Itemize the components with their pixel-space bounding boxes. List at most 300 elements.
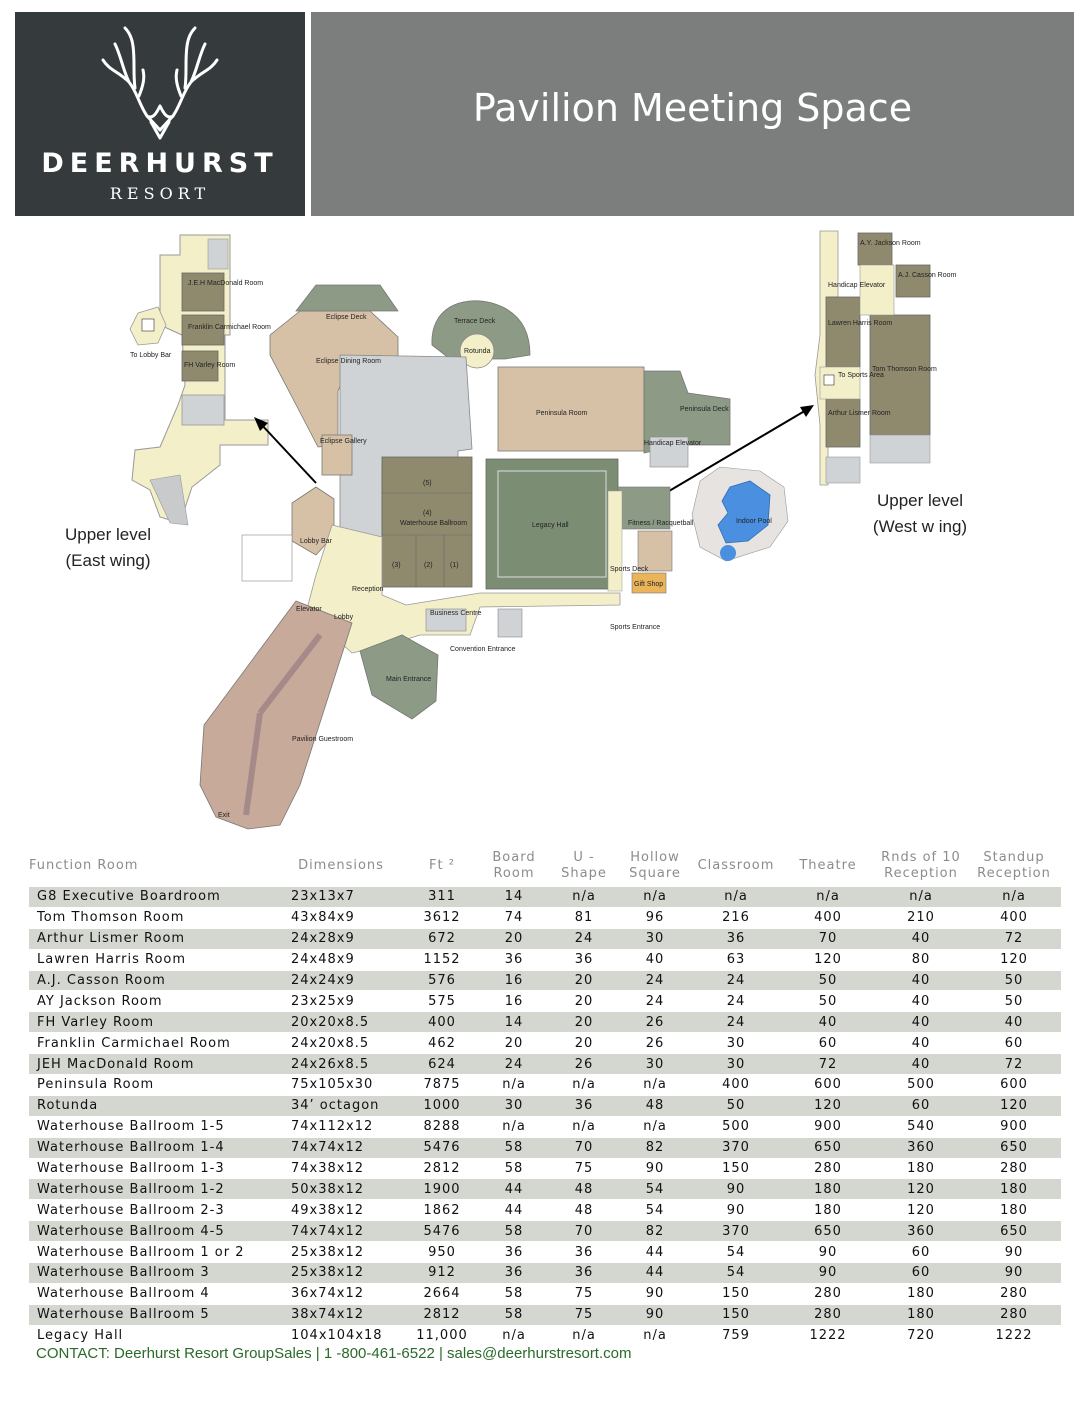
room-name-cell: Legacy Hall <box>29 1325 277 1345</box>
table-cell: 900 <box>781 1116 875 1137</box>
table-cell: 25x38x12 <box>277 1242 405 1263</box>
table-cell: 20 <box>549 991 619 1012</box>
table-row <box>29 1179 1061 1200</box>
table-cell: 40 <box>875 1033 967 1054</box>
table-row <box>29 1283 1061 1304</box>
table-cell: 30 <box>691 1033 781 1054</box>
table-cell: 58 <box>479 1304 549 1325</box>
table-cell: 280 <box>781 1158 875 1179</box>
map-label-tom-thomson: Tom Thomson Room <box>872 366 937 373</box>
table-row <box>29 1325 1061 1345</box>
table-row <box>29 1200 1061 1221</box>
table-cell: 20 <box>549 1033 619 1054</box>
table-row <box>29 970 1061 991</box>
table-cell: 36 <box>479 1242 549 1263</box>
map-label-to-lobby-bar: To Lobby Bar <box>130 352 172 359</box>
peninsula-room-shape <box>498 367 644 451</box>
table-cell: 90 <box>691 1200 781 1221</box>
map-label-aj-casson: A.J. Casson Room <box>898 272 957 279</box>
table-cell: 370 <box>691 1137 781 1158</box>
room-name-cell: Tom Thomson Room <box>29 907 277 928</box>
table-cell: 912 <box>405 1263 479 1284</box>
west-wing-callout-line2: (West w ing) <box>872 517 968 536</box>
table-cell: 96 <box>619 907 691 928</box>
map-label-to-sports: To Sports Area <box>838 372 884 379</box>
table-cell: 120 <box>875 1200 967 1221</box>
table-cell: 75x105x30 <box>277 1075 405 1096</box>
map-label-peninsula-deck: Peninsula Deck <box>680 406 729 413</box>
table-cell: 20x20x8.5 <box>277 1012 405 1033</box>
header-u-shape: U - Shape <box>561 850 607 881</box>
room-name-cell: Waterhouse Ballroom 3 <box>29 1263 277 1284</box>
table-cell: 16 <box>479 991 549 1012</box>
map-label-wb5: (5) <box>423 480 432 487</box>
map-label-wb1: (1) <box>450 562 459 569</box>
table-cell: 58 <box>479 1283 549 1304</box>
table-cell: n/a <box>549 1325 619 1345</box>
table-cell: 60 <box>875 1095 967 1116</box>
west-wing-callout-line1: Upper level <box>877 491 963 510</box>
map-label-arthur: Arthur Lismer Room <box>828 410 891 417</box>
table-cell: 280 <box>781 1304 875 1325</box>
table-cell: 54 <box>691 1263 781 1284</box>
room-name-cell: FH Varley Room <box>29 1012 277 1033</box>
table-cell: n/a <box>549 1075 619 1096</box>
table-cell: 70 <box>549 1137 619 1158</box>
table-cell: 400 <box>781 907 875 928</box>
function-room-table <box>29 846 1061 1346</box>
jeh-macdonald-room-shape <box>182 273 224 311</box>
table-cell: 36x74x12 <box>277 1283 405 1304</box>
table-cell: n/a <box>619 887 691 908</box>
table-cell: 36 <box>691 928 781 949</box>
table-row <box>29 1116 1061 1137</box>
map-label-eclipse-gallery: Eclipse Gallery <box>320 438 367 445</box>
map-label-ay-jackson: A.Y. Jackson Room <box>860 240 921 247</box>
table-cell: 759 <box>691 1325 781 1345</box>
header-theatre: Theatre <box>799 858 857 873</box>
deer-antlers-icon <box>99 26 221 146</box>
table-cell: 500 <box>691 1116 781 1137</box>
table-cell: 11,000 <box>405 1325 479 1345</box>
table-cell: 75 <box>549 1304 619 1325</box>
table-cell: 36 <box>549 1095 619 1116</box>
table-cell: n/a <box>967 887 1061 908</box>
table-cell: 54 <box>619 1200 691 1221</box>
table-cell: 60 <box>781 1033 875 1054</box>
table-cell: 54 <box>619 1179 691 1200</box>
map-label-handicap-elevator: Handicap Elevator <box>644 440 702 447</box>
table-cell: 24x20x8.5 <box>277 1033 405 1054</box>
map-label-peninsula-room: Peninsula Room <box>536 410 588 417</box>
map-label-eclipse-dining: Eclipse Dining Room <box>316 358 381 365</box>
map-label-business-centre: Business Centre <box>430 610 482 617</box>
stairs-icon <box>142 319 154 331</box>
aj-casson-room-shape <box>896 265 930 297</box>
table-cell: 74x112x12 <box>277 1116 405 1137</box>
table-cell: 462 <box>405 1033 479 1054</box>
table-cell: 16 <box>479 970 549 991</box>
table-cell: 24 <box>549 928 619 949</box>
table-cell: 120 <box>967 949 1061 970</box>
room-name-cell: Rotunda <box>29 1095 277 1116</box>
table-cell: 90 <box>781 1242 875 1263</box>
table-cell: 120 <box>967 1095 1061 1116</box>
table-cell: 14 <box>479 887 549 908</box>
table-cell: 26 <box>619 1033 691 1054</box>
table-cell: 180 <box>781 1179 875 1200</box>
map-label-terrace-deck: Terrace Deck <box>454 318 496 325</box>
table-cell: 1000 <box>405 1095 479 1116</box>
table-cell: 26 <box>619 1012 691 1033</box>
map-label-wb4: (4) <box>423 510 432 517</box>
table-cell: 50 <box>967 991 1061 1012</box>
west-wing-callout <box>862 488 978 540</box>
table-cell: 23x13x7 <box>277 887 405 908</box>
header-rnds: Rnds of 10 Reception <box>881 850 961 881</box>
page-title: Pavilion Meeting Space <box>472 86 913 130</box>
table-cell: 120 <box>781 949 875 970</box>
map-label-franklin: Franklin Carmichael Room <box>188 324 271 331</box>
room-name-cell: Arthur Lismer Room <box>29 928 277 949</box>
table-cell: 24 <box>691 991 781 1012</box>
table-cell: 44 <box>619 1263 691 1284</box>
table-cell: 216 <box>691 907 781 928</box>
table-cell: 20 <box>479 1033 549 1054</box>
header-ft2: Ft ² <box>429 858 455 873</box>
table-row <box>29 991 1061 1012</box>
table-cell: 90 <box>619 1158 691 1179</box>
table-cell: 24 <box>619 970 691 991</box>
table-row <box>29 1012 1061 1033</box>
map-label-fh-varley: FH Varley Room <box>184 362 236 369</box>
table-cell: 24 <box>691 1012 781 1033</box>
map-label-main-entrance: Main Entrance <box>386 676 432 683</box>
map-label-legacy-hall: Legacy Hall <box>532 522 569 529</box>
map-label-gift-shop: Gift Shop <box>634 581 664 588</box>
table-cell: 24x26x8.5 <box>277 1054 405 1075</box>
table-cell: 24x28x9 <box>277 928 405 949</box>
map-label-wb3: (3) <box>392 562 401 569</box>
table-cell: 650 <box>967 1221 1061 1242</box>
table-cell: 82 <box>619 1221 691 1242</box>
table-row <box>29 1137 1061 1158</box>
table-row <box>29 887 1061 908</box>
table-cell: 90 <box>691 1179 781 1200</box>
table-body <box>29 887 1061 1346</box>
table-row <box>29 1158 1061 1179</box>
room-name-cell: AY Jackson Room <box>29 991 277 1012</box>
table-cell: n/a <box>781 887 875 908</box>
table-cell: 1222 <box>781 1325 875 1345</box>
table-cell: 2664 <box>405 1283 479 1304</box>
table-cell: 54 <box>691 1242 781 1263</box>
table-cell: 30 <box>619 1054 691 1075</box>
table-cell: 44 <box>619 1242 691 1263</box>
table-cell: 360 <box>875 1137 967 1158</box>
table-cell: 24 <box>479 1054 549 1075</box>
room-name-cell: Waterhouse Ballroom 4-5 <box>29 1221 277 1242</box>
table-cell: 40 <box>781 1012 875 1033</box>
table-row <box>29 1054 1061 1075</box>
table-row <box>29 907 1061 928</box>
brand-name: DEERHURST <box>41 148 279 179</box>
table-row <box>29 1304 1061 1325</box>
table-cell: 1152 <box>405 949 479 970</box>
table-cell: 75 <box>549 1158 619 1179</box>
table-row <box>29 1263 1061 1284</box>
table-cell: 60 <box>967 1033 1061 1054</box>
table-cell: 43x84x9 <box>277 907 405 928</box>
room-name-cell: Peninsula Room <box>29 1075 277 1096</box>
table-cell: n/a <box>619 1325 691 1345</box>
table-cell: n/a <box>619 1116 691 1137</box>
table-cell: 58 <box>479 1221 549 1242</box>
table-cell: 72 <box>781 1054 875 1075</box>
table-cell: 90 <box>619 1283 691 1304</box>
table-row <box>29 1221 1061 1242</box>
table-cell: 20 <box>479 928 549 949</box>
table-cell: 81 <box>549 907 619 928</box>
room-name-cell: Franklin Carmichael Room <box>29 1033 277 1054</box>
header-classroom: Classroom <box>697 858 775 873</box>
table-cell: 370 <box>691 1221 781 1242</box>
header-board-room: Board Room <box>492 850 536 881</box>
room-name-cell: Waterhouse Ballroom 1-5 <box>29 1116 277 1137</box>
map-label-convention-entrance: Convention Entrance <box>450 646 516 653</box>
table-cell: 210 <box>875 907 967 928</box>
table-cell: 624 <box>405 1054 479 1075</box>
table-cell: 1222 <box>967 1325 1061 1345</box>
table-cell: 30 <box>619 928 691 949</box>
table-cell: 90 <box>781 1263 875 1284</box>
table-cell: 49x38x12 <box>277 1200 405 1221</box>
table-cell: 48 <box>619 1095 691 1116</box>
table-cell: 90 <box>619 1304 691 1325</box>
table-cell: 90 <box>967 1263 1061 1284</box>
table-cell: 950 <box>405 1242 479 1263</box>
table-cell: 63 <box>691 949 781 970</box>
table-row <box>29 1242 1061 1263</box>
table-cell: 74 <box>479 907 549 928</box>
table-cell: 40 <box>875 970 967 991</box>
table-cell: 400 <box>405 1012 479 1033</box>
table-cell: 900 <box>967 1116 1061 1137</box>
west-wing-plan <box>815 231 957 485</box>
table-cell: 34’ octagon <box>277 1095 405 1116</box>
table-row <box>29 1075 1061 1096</box>
table-cell: 40 <box>875 1054 967 1075</box>
map-label-waterhouse: Waterhouse Ballroom <box>400 520 468 527</box>
table-cell: 44 <box>479 1200 549 1221</box>
table-cell: 70 <box>781 928 875 949</box>
stairs-icon <box>824 375 834 385</box>
room-name-cell: Waterhouse Ballroom 4 <box>29 1283 277 1304</box>
table-cell: 120 <box>781 1095 875 1116</box>
table-cell: 24x48x9 <box>277 949 405 970</box>
table-row <box>29 1033 1061 1054</box>
table-row <box>29 1095 1061 1116</box>
table-cell: 26 <box>549 1054 619 1075</box>
map-label-rotunda: Rotunda <box>464 348 491 355</box>
table-cell: 280 <box>967 1304 1061 1325</box>
table-cell: n/a <box>479 1325 549 1345</box>
room-name-cell: Waterhouse Ballroom 5 <box>29 1304 277 1325</box>
table-cell: 180 <box>875 1283 967 1304</box>
room-name-cell: Waterhouse Ballroom 2-3 <box>29 1200 277 1221</box>
room-name-cell: Waterhouse Ballroom 1-2 <box>29 1179 277 1200</box>
table-cell: 90 <box>967 1242 1061 1263</box>
brand-logo-panel <box>15 12 305 216</box>
room-name-cell: Waterhouse Ballroom 1-3 <box>29 1158 277 1179</box>
east-wing-arrow <box>260 423 316 483</box>
header-dimensions: Dimensions <box>298 858 384 873</box>
table-cell: 7875 <box>405 1075 479 1096</box>
table-cell: 24 <box>691 970 781 991</box>
table-cell: 70 <box>549 1221 619 1242</box>
table-cell: 600 <box>967 1075 1061 1096</box>
table-cell: 5476 <box>405 1221 479 1242</box>
table-cell: 44 <box>479 1179 549 1200</box>
table-cell: 650 <box>781 1221 875 1242</box>
table-cell: 1900 <box>405 1179 479 1200</box>
table-cell: 50 <box>967 970 1061 991</box>
table-cell: 60 <box>875 1263 967 1284</box>
header-standup: Standup Reception <box>977 850 1051 881</box>
map-label-lawren: Lawren Harris Room <box>828 320 893 327</box>
room-name-cell: Waterhouse Ballroom 1-4 <box>29 1137 277 1158</box>
table-cell: 50x38x12 <box>277 1179 405 1200</box>
table-cell: 575 <box>405 991 479 1012</box>
eclipse-deck-shape <box>296 285 398 311</box>
table-cell: 36 <box>479 1263 549 1284</box>
floor-plan-map <box>120 225 957 835</box>
main-building-plan <box>200 285 788 829</box>
table-cell: 50 <box>781 970 875 991</box>
table-cell: 400 <box>967 907 1061 928</box>
table-cell: 24 <box>619 991 691 1012</box>
table-cell: 30 <box>479 1095 549 1116</box>
east-wing-callout-line1: Upper level <box>65 525 151 544</box>
map-label-jeh: J.E.H MacDonald Room <box>188 280 264 287</box>
table-cell: 20 <box>549 970 619 991</box>
room-name-cell: A.J. Casson Room <box>29 970 277 991</box>
table-cell: 180 <box>875 1158 967 1179</box>
map-label-wb2: (2) <box>424 562 433 569</box>
table-cell: 74x74x12 <box>277 1137 405 1158</box>
title-band <box>311 12 1074 216</box>
map-label-handicap-elevator-w: Handicap Elevator <box>828 282 886 289</box>
table-cell: 72 <box>967 1054 1061 1075</box>
table-cell: 48 <box>549 1179 619 1200</box>
pavilion-guestroom-shape <box>200 601 352 829</box>
table-cell: 150 <box>691 1304 781 1325</box>
room-name-cell: Waterhouse Ballroom 1 or 2 <box>29 1242 277 1263</box>
table-cell: 104x104x18 <box>277 1325 405 1345</box>
table-cell: n/a <box>875 887 967 908</box>
table-cell: 2812 <box>405 1158 479 1179</box>
table-cell: 58 <box>479 1137 549 1158</box>
table-row <box>29 949 1061 970</box>
table-cell: 58 <box>479 1158 549 1179</box>
table-header-row <box>29 846 1061 887</box>
table-cell: 311 <box>405 887 479 908</box>
table-cell: 40 <box>875 928 967 949</box>
table-cell: 25x38x12 <box>277 1263 405 1284</box>
east-wing-callout <box>52 522 164 574</box>
table-cell: 150 <box>691 1158 781 1179</box>
table-cell: n/a <box>619 1075 691 1096</box>
table-cell: 120 <box>875 1179 967 1200</box>
room-name-cell: G8 Executive Boardroom <box>29 887 277 908</box>
table-cell: n/a <box>549 887 619 908</box>
map-label-pavilion-guestroom: Pavilion Guestroom <box>292 736 354 743</box>
table-cell: 74x38x12 <box>277 1158 405 1179</box>
table-cell: 650 <box>781 1137 875 1158</box>
room-name-cell: JEH MacDonald Room <box>29 1054 277 1075</box>
table-cell: 36 <box>549 1242 619 1263</box>
map-label-lobby-bar: Lobby Bar <box>300 538 332 545</box>
table-cell: 36 <box>479 949 549 970</box>
table-cell: 40 <box>875 1012 967 1033</box>
map-label-indoor-pool: Indoor Pool <box>736 518 772 525</box>
table-cell: 5476 <box>405 1137 479 1158</box>
table-cell: 720 <box>875 1325 967 1345</box>
table-cell: 72 <box>967 928 1061 949</box>
table-cell: n/a <box>691 887 781 908</box>
east-wing-plan <box>130 235 271 525</box>
table-cell: 23x25x9 <box>277 991 405 1012</box>
table-cell: 14 <box>479 1012 549 1033</box>
table-cell: 180 <box>967 1179 1061 1200</box>
header-function-room: Function Room <box>29 858 139 873</box>
map-label-fitness: Fitness / Racquetball <box>628 520 694 527</box>
table-cell: 40 <box>619 949 691 970</box>
table-row <box>29 928 1061 949</box>
table-cell: 75 <box>549 1283 619 1304</box>
table-cell: 60 <box>875 1242 967 1263</box>
table-cell: n/a <box>479 1116 549 1137</box>
table-cell: 672 <box>405 928 479 949</box>
map-label-eclipse-deck: Eclipse Deck <box>326 314 367 321</box>
table-cell: 1862 <box>405 1200 479 1221</box>
map-label-lobby: Lobby <box>334 614 354 621</box>
table-cell: 24x24x9 <box>277 970 405 991</box>
table-cell: 20 <box>549 1012 619 1033</box>
table-cell: 48 <box>549 1200 619 1221</box>
table-cell: 180 <box>875 1304 967 1325</box>
lawren-harris-room-shape <box>826 297 860 367</box>
table-cell: 50 <box>691 1095 781 1116</box>
table-cell: 400 <box>691 1075 781 1096</box>
table-cell: 280 <box>781 1283 875 1304</box>
table-cell: 8288 <box>405 1116 479 1137</box>
table-cell: 360 <box>875 1221 967 1242</box>
table-cell: 30 <box>691 1054 781 1075</box>
header-hollow-square: Hollow Square <box>629 850 681 881</box>
ay-jackson-room-shape <box>858 233 892 265</box>
contact-line: CONTACT: Deerhurst Resort GroupSales | 1 -800-461-6522 | sales@deerhurstresort.com <box>36 1345 632 1362</box>
table-cell: 3612 <box>405 907 479 928</box>
table-cell: 40 <box>875 991 967 1012</box>
arthur-lismer-room-shape <box>826 399 860 447</box>
map-label-exit: Exit <box>218 812 230 819</box>
brand-subtitle: RESORT <box>109 184 211 203</box>
table-cell: 50 <box>781 991 875 1012</box>
table-cell: 576 <box>405 970 479 991</box>
table-cell: 38x74x12 <box>277 1304 405 1325</box>
table-cell: 36 <box>549 1263 619 1284</box>
